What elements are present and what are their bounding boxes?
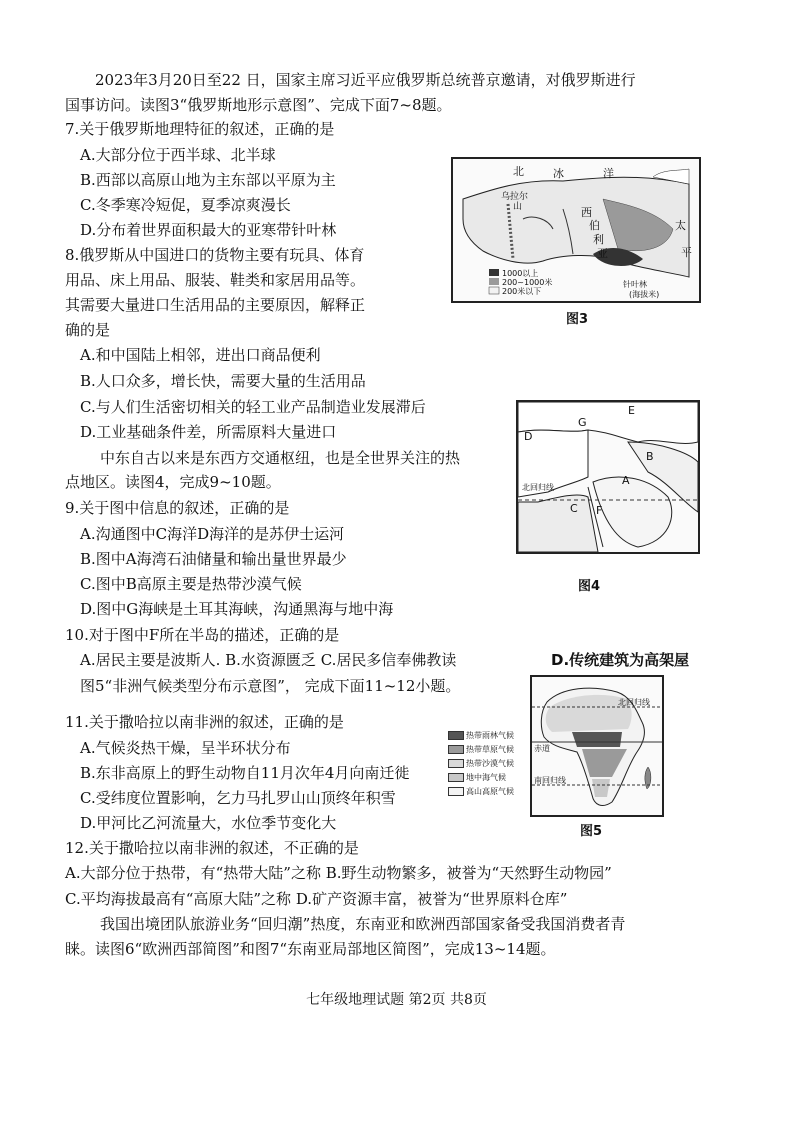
q9-option-b: B.图中A海湾石油储量和输出量世界最少 xyxy=(80,550,347,568)
swatch-desert xyxy=(448,759,464,768)
label-ping: 平 xyxy=(681,246,692,259)
africa-land xyxy=(518,495,598,552)
q7-option-b: B.西部以高原山地为主东部以平原为主 xyxy=(80,171,336,189)
q8-stem-line3: 其需要大量进口生活用品的主要原因，解释正 xyxy=(65,296,366,314)
legend-mid: 200~1000米 xyxy=(502,278,553,287)
label-yang: 洋 xyxy=(603,167,614,180)
fig5-legend-highland xyxy=(448,786,514,797)
q11-option-a: A.气候炎热干燥，呈半环状分布 xyxy=(80,739,291,757)
q8-option-a: A.和中国陆上相邻，进出口商品便利 xyxy=(80,346,321,364)
q10-options: A.居民主要是波斯人. B.水资源匮乏 C.居民多信奉佛教读 xyxy=(80,651,457,669)
q11-option-d: D.甲河比乙河流量大，水位季节变化大 xyxy=(80,814,337,832)
mideast-map-svg xyxy=(518,402,698,552)
label-xi: 西 xyxy=(581,206,592,219)
q7-option-d: D.分布着世界面积最大的亚寒带针叶林 xyxy=(80,221,337,239)
q12-options-line2: C.平均海拔最高有“高原大陆”之称 D.矿产资源丰富，被誉为“世界原料仓库” xyxy=(65,890,568,908)
q10-option-d: D.传统建筑为高架屋 xyxy=(551,651,690,669)
intro-russia-line2: 国事访问。读图3“俄罗斯地形示意图”、完成下面7~8题。 xyxy=(65,96,452,114)
tropic-s-label: 南回归线 xyxy=(534,776,566,785)
legend-forest: 针叶林 xyxy=(623,280,647,289)
legend-mediterranean-label: 地中海气候 xyxy=(466,773,506,782)
q8-stem-line2: 用品、床上用品、服装、鞋类和家居用品等。 xyxy=(65,271,366,289)
figure-5-africa-map xyxy=(530,675,664,817)
label-bing: 冰 xyxy=(553,167,564,180)
label-li: 利 xyxy=(593,233,604,246)
q11-option-c: C.受纬度位置影响，乞力马扎罗山山顶终年积雪 xyxy=(80,789,396,807)
letter-b: B xyxy=(646,450,654,463)
legend-desert-label: 热带沙漠气候 xyxy=(466,759,514,768)
arabian-peninsula xyxy=(593,477,672,547)
q9-stem: 9.关于图中信息的叙述，正确的是 xyxy=(65,499,290,517)
madagascar xyxy=(645,767,651,789)
intro-mideast-line1: 中东自古以来是东西方交通枢纽，也是全世界关注的热 xyxy=(100,449,461,467)
tropic-label: 北回归线 xyxy=(522,483,554,492)
q11-stem: 11.关于撒哈拉以南非洲的叙述，正确的是 xyxy=(65,713,344,731)
q9-option-d: D.图中G海峡是土耳其海峡，沟通黑海与地中海 xyxy=(80,600,394,618)
intro-europe-line1: 我国出境团队旅游业务“回归潮”热度，东南亚和欧洲西部国家备受我国消费者青 xyxy=(100,915,626,933)
letter-f: F xyxy=(596,504,603,517)
russia-map-svg xyxy=(453,159,699,301)
q7-option-a: A.大部分位于西半球、北半球 xyxy=(80,146,276,164)
legend-swatch-low xyxy=(489,287,499,294)
intro-mideast-line2: 点地区。读图4，完成9~10题。 xyxy=(65,473,281,491)
figure-3-caption: 图3 xyxy=(566,312,589,327)
letter-e: E xyxy=(628,404,635,417)
label-north: 北 xyxy=(513,165,524,178)
legend-high: 1000以上 xyxy=(502,269,539,278)
legend-rainforest-label: 热带雨林气候 xyxy=(466,731,514,740)
q12-options-line1: A.大部分位于热带，有“热带大陆”之称 B.野生动物繁多，被誉为“天然野生动物园” xyxy=(65,864,612,882)
letter-a: A xyxy=(622,474,630,487)
legend-savanna-label: 热带草原气候 xyxy=(466,745,514,754)
figure-4-caption: 图4 xyxy=(578,579,601,594)
fig5-legend-desert xyxy=(448,758,514,769)
label-shan: 山 xyxy=(513,202,523,212)
legend-unit: (海拔米) xyxy=(629,290,660,299)
figure-5-caption: 图5 xyxy=(580,824,603,839)
legend-low: 200米以下 xyxy=(502,287,542,296)
letter-g: G xyxy=(578,416,587,429)
q7-stem: 7.关于俄罗斯地理特征的叙述，正确的是 xyxy=(65,120,335,138)
letter-c: C xyxy=(570,502,578,515)
q12-stem: 12.关于撒哈拉以南非洲的叙述，不正确的是 xyxy=(65,839,359,857)
swatch-rainforest xyxy=(448,731,464,740)
equator-label: 赤道 xyxy=(534,744,550,753)
fig5-legend-rainforest xyxy=(448,730,514,741)
label-ural: 乌拉尔 xyxy=(501,192,529,202)
q8-option-c: C.与人们生活密切相关的轻工业产品制造业发展滞后 xyxy=(80,398,426,416)
label-bo: 伯 xyxy=(589,219,600,232)
rainforest-zone xyxy=(572,732,622,747)
swatch-savanna xyxy=(448,745,464,754)
legend-highland-label: 高山高原气候 xyxy=(466,787,514,796)
q8-option-d: D.工业基础条件差，所需原料大量进口 xyxy=(80,423,337,441)
fig5-legend-mediterranean xyxy=(448,772,506,783)
legend-swatch-high xyxy=(489,269,499,276)
label-ya: 亚 xyxy=(597,247,608,260)
q8-stem-line4: 确的是 xyxy=(65,321,111,339)
legend-swatch-mid xyxy=(489,278,499,285)
intro-russia-line1: 2023年3月20日至22 日，国家主席习近平应俄罗斯总统普京邀请，对俄罗斯进行 xyxy=(95,71,636,89)
tropic-n-label: 北回归线 xyxy=(618,698,650,707)
fig5-legend-savanna xyxy=(448,744,514,755)
figure-4-mideast-map xyxy=(516,400,700,554)
swatch-mediterranean xyxy=(448,773,464,782)
southern-zone xyxy=(592,779,610,797)
q9-option-a: A.沟通图中C海洋D海洋的是苏伊士运河 xyxy=(80,525,345,543)
q8-option-b: B.人口众多，增长快，需要大量的生活用品 xyxy=(80,372,366,390)
figure-3-russia-map xyxy=(451,157,701,303)
q7-option-c: C.冬季寒冷短促，夏季凉爽漫长 xyxy=(80,196,291,214)
letter-d: D xyxy=(524,430,533,443)
intro-europe-line2: 睐。读图6“欧洲西部简图”和图7“东南亚局部地区简图”，完成13~14题。 xyxy=(65,940,556,958)
label-tai: 太 xyxy=(675,219,686,232)
q9-option-c: C.图中B高原主要是热带沙漠气候 xyxy=(80,575,302,593)
intro-africa: 图5“非洲气候类型分布示意图”， 完成下面11~12小题。 xyxy=(80,677,461,695)
q10-stem: 10.对于图中F所在半岛的描述，正确的是 xyxy=(65,626,340,644)
q8-stem-line1: 8.俄罗斯从中国进口的货物主要有玩具、体育 xyxy=(65,246,365,264)
swatch-highland xyxy=(448,787,464,796)
q11-option-b: B.东非高原上的野生动物自11月次年4月向南迁徙 xyxy=(80,764,410,782)
page-footer: 七年级地理试题 第2页 共8页 xyxy=(306,992,487,1008)
